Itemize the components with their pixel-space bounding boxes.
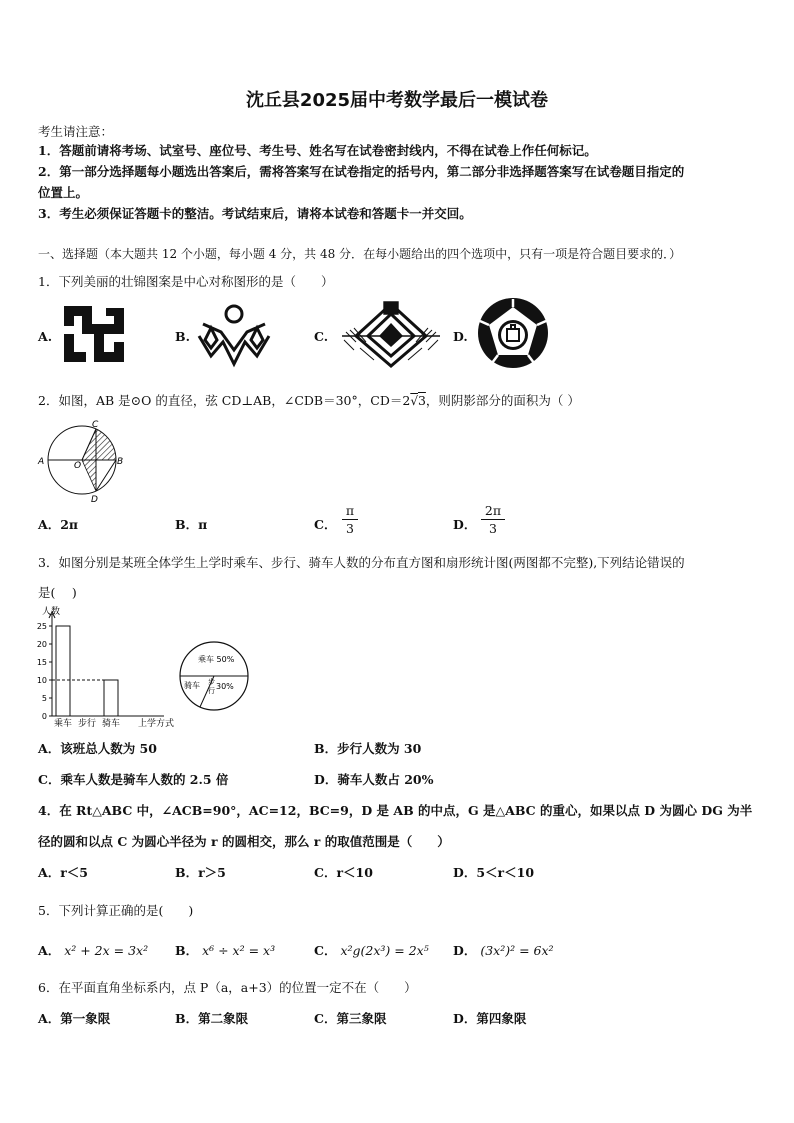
q3-hist-ytick-label: 25: [36, 622, 47, 631]
q5-option-a: [38, 941, 148, 959]
q2-option-c-num: π: [345, 503, 355, 518]
q2-option-d-num: 2π: [484, 503, 502, 518]
q3-pie-slice-bike: 骑车: [184, 681, 200, 690]
q1-pattern-c: [340, 296, 442, 370]
q1-label-b: B.: [175, 329, 190, 344]
q5-option-a-expr: x² + 2x = 3x²: [64, 943, 149, 958]
q3-option-b: B．步行人数为 30: [314, 741, 422, 756]
q2-label-c: C: [92, 420, 99, 430]
q1-pattern-b: [197, 302, 271, 368]
q5-option-d: [453, 941, 554, 959]
q3-hist-ytick-label: 20: [36, 640, 47, 649]
q2-option-b: [175, 515, 207, 533]
q2-option-d-label: D．: [453, 517, 477, 532]
q2-circle-figure: [36, 418, 128, 504]
q4-stem-line2: 径的圆和以点 C 为圆心半径为 r 的圆相交，那么 r 的取值范围是（ ）: [38, 834, 450, 849]
q3-hist-ytick-label: 10: [36, 676, 47, 685]
q3-pie-slice-bus: 乘车 50%: [198, 655, 235, 664]
q5-option-c-label: C．: [314, 943, 337, 958]
q2-option-d-fraction: [481, 504, 505, 535]
q3-option-d: D．骑车人数占 20%: [314, 772, 434, 787]
q6-option-b: B．第二象限: [175, 1011, 249, 1026]
q5-option-b: [175, 941, 275, 959]
q3-hist-xlabel: 上学方式: [138, 719, 175, 729]
q5-option-a-label: A．: [38, 943, 61, 958]
q1-stem: 1．下列美丽的壮锦图案是中心对称图形的是（ ）: [38, 274, 334, 289]
q5-stem: 5．下列计算正确的是( ): [38, 903, 194, 918]
q5-option-c-expr: x²g(2x³) = 2x⁵: [340, 943, 429, 958]
q3-stem-line2: 是( ): [38, 585, 77, 600]
notice-heading: 考生请注意：: [38, 124, 114, 139]
q2-option-c-fraction: [342, 504, 358, 535]
q2-option-b-label: B．: [175, 517, 199, 532]
q1-label-a: A.: [38, 329, 53, 344]
q2-option-c-den: 3: [346, 521, 354, 536]
q2-option-d: [453, 515, 476, 533]
q2-label-b: B: [117, 457, 124, 467]
q1-label-d: D.: [453, 329, 468, 344]
q6-stem: 6．在平面直角坐标系内，点 P（a，a+3）的位置一定不在（ ）: [38, 980, 417, 995]
q5-option-b-label: B．: [175, 943, 199, 958]
q2-radicand: 3: [417, 393, 426, 408]
q2-stem-tail: ，则阴影部分的面积为（ ）: [425, 393, 580, 408]
q3-hist-ytick-label: 5: [41, 694, 47, 703]
q3-option-c: C．乘车人数是骑车人数的 2.5 倍: [38, 772, 229, 787]
q3-hist-ytick-label: 0: [41, 712, 47, 721]
q2-option-d-den: 3: [489, 521, 497, 536]
q2-option-b-text: π: [198, 517, 208, 532]
q6-option-a: A．第一象限: [38, 1011, 111, 1026]
q3-hist-bar: [56, 626, 70, 716]
page-title: 沈丘县2025届中考数学最后一模试卷: [245, 90, 549, 111]
q2-option-c-label: C．: [314, 517, 337, 532]
q3-pie-chart: [178, 640, 250, 712]
q2-label-d: D: [91, 495, 98, 505]
q2-stem-text: 2．如图，AB 是⊙O 的直径，弦 CD⊥AB，∠CDB＝30°，CD＝2: [38, 393, 411, 408]
q3-stem-line1: 3．如图分别是某班全体学生上学时乘车、步行、骑车人数的分布直方图和扇形统计图(两图都不完整),下列结论错误的: [38, 555, 685, 570]
q1-pattern-a: [62, 304, 126, 364]
q4-option-c: C．r＜10: [314, 865, 373, 880]
q4-option-a: A．r＜5: [38, 865, 88, 880]
q2-option-a-label: A．: [38, 517, 61, 532]
q3-hist-category-label: 乘车: [53, 719, 73, 729]
q5-option-d-label: D．: [453, 943, 477, 958]
q2-option-a: [38, 515, 78, 533]
notice-item-1: 1．答题前请将考场、试室号、座位号、考生号、姓名写在试卷密封线内，不得在试卷上作任何标记。: [38, 143, 597, 158]
q5-option-b-expr: x⁶ ÷ x² = x³: [202, 943, 276, 958]
q3-pie-slice-walk-2: 行: [208, 687, 215, 695]
q5-option-c: [314, 941, 429, 959]
q3-hist-bar: [104, 680, 118, 716]
q2-label-o: O: [74, 461, 82, 471]
section-heading: 一、选择题（本大题共 12 个小题，每小题 4 分，共 48 分．在每小题给出的四个选项中，只有一项是符合题目要求的．）: [38, 247, 682, 261]
q2-label-a: A: [38, 457, 45, 467]
q4-stem-line1: 4．在 Rt△ABC 中，∠ACB=90°，AC=12，BC=9，D 是 AB 的中点，G 是△ABC 的重心，如果以点 D 为圆心 DG 为半: [38, 803, 753, 818]
q4-option-d: D．5＜r＜10: [453, 865, 535, 880]
q3-pie-slice-walk-pct: 30%: [216, 682, 234, 691]
notice-item-3: 3．考生必须保证答题卡的整洁。考试结束后，请将本试卷和答题卡一并交回。: [38, 206, 472, 221]
q3-hist-ylabel: 人数: [42, 607, 61, 617]
q3-pie-slice-walk-1: 步: [208, 678, 215, 686]
q3-hist-category-label: 骑车: [101, 719, 121, 729]
q5-option-d-expr: (3x²)² = 6x²: [480, 943, 554, 958]
q4-option-b: B．r＞5: [175, 865, 226, 880]
q6-option-d: D．第四象限: [453, 1011, 527, 1026]
q1-label-c: C.: [314, 329, 329, 344]
q6-option-c: C．第三象限: [314, 1011, 387, 1026]
q3-option-a: A．该班总人数为 50: [38, 741, 157, 756]
q2-stem: [38, 391, 580, 409]
notice-item-2-cont: 位置上。: [38, 185, 89, 200]
q3-histogram: [34, 604, 175, 730]
q2-radical: √3: [410, 393, 426, 408]
q3-hist-category-label: 步行: [77, 719, 97, 729]
q3-hist-ytick-label: 15: [36, 658, 47, 667]
notice-item-2: 2．第一部分选择题每小题选出答案后，需将答案写在试卷指定的括号内，第二部分非选择题答案写在试卷题目指定的: [38, 164, 685, 179]
q2-option-a-text: 2π: [60, 517, 79, 532]
q2-option-c: [314, 515, 336, 533]
q1-pattern-d: [477, 297, 549, 369]
